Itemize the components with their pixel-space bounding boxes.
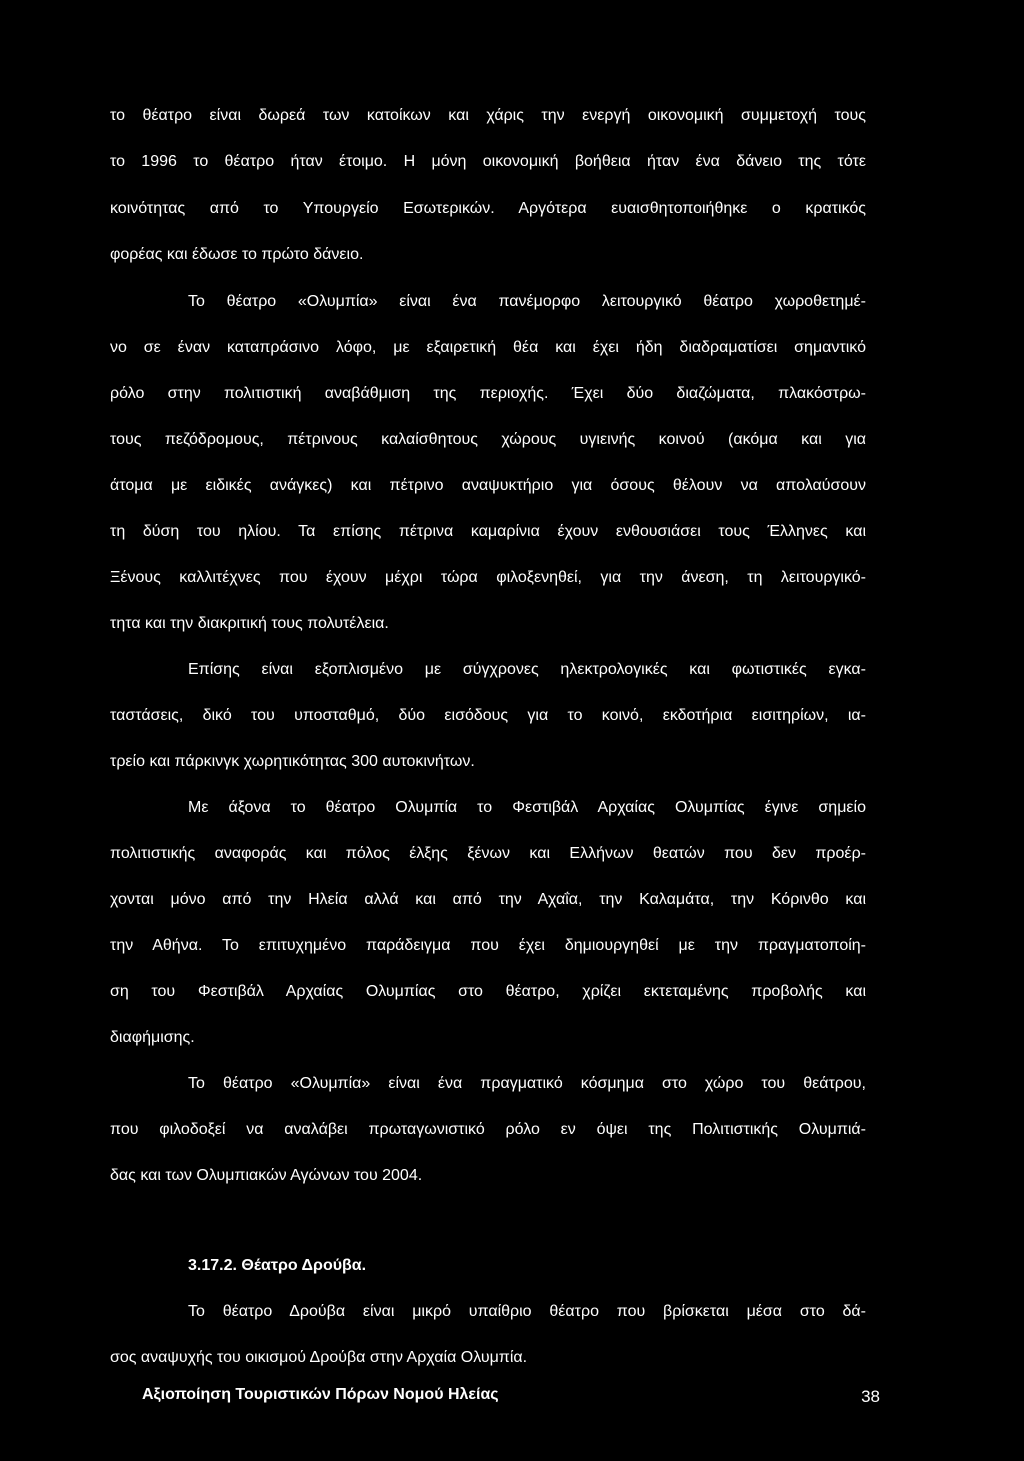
text-line: διαφήμισης. — [110, 1029, 195, 1046]
text-line: ση του Φεστιβάλ Αρχαίας Ολυμπίας στο θέατρο, χρίζει εκτεταμένης προβολής και — [110, 983, 866, 1000]
text-line: κοινότητας από το Υπουργείο Εσωτερικών. Αργότερα ευαισθητοποιήθηκε ο κρατικός — [110, 200, 866, 217]
text-line: Επίσης είναι εξοπλισμένο με σύγχρονες ηλεκτρολογικές και φωτιστικές εγκα- — [188, 661, 866, 678]
text-line: σος αναψυχής του οικισμού Δρούβα στην Αρχαία Ολυμπία. — [110, 1349, 528, 1366]
text-line: τους πεζόδρομους, πέτρινους καλαίσθητους χώρους υγιεινής κοινού (ακόμα και για — [110, 431, 866, 448]
text-line: φορέας και έδωσε το πρώτο δάνειο. — [110, 246, 364, 263]
section-heading: 3.17.2. Θέατρο Δρούβα. — [188, 1257, 367, 1274]
text-line: το θέατρο είναι δωρεά των κατοίκων και χάρις την ενεργή οικονομική συμμετοχή τους — [110, 107, 866, 124]
text-line: χονται μόνο από την Ηλεία αλλά και από την Αχαΐα, την Καλαμάτα, την Κόρινθο και — [110, 891, 866, 908]
text-line: που φιλοδοξεί να αναλάβει πρωταγωνιστικό ρόλο εν όψει της Πολιτιστικής Ολυμπιά- — [110, 1121, 866, 1138]
text-line: πολιτιστικής αναφοράς και πόλος έλξης ξένων και Ελλήνων θεατών που δεν προέρ- — [110, 845, 866, 862]
text-line: Το θέατρο Δρούβα είναι μικρό υπαίθριο θέατρο που βρίσκεται μέσα στο δά- — [188, 1303, 866, 1320]
text-line: την Αθήνα. Το επιτυχημένο παράδειγμα που έχει δημιουργηθεί με την πραγματοποίη- — [110, 937, 866, 954]
text-line: νο σε έναν καταπράσινο λόφο, με εξαιρετική θέα και έχει ήδη διαδραματίσει σημαντικό — [110, 339, 866, 356]
text-line: ταστάσεις, δικό του υποσταθμό, δύο εισόδους για το κοινό, εκδοτήρια εισιτηρίων, ια- — [110, 707, 866, 724]
text-line: Το θέατρο «Ολυμπία» είναι ένα πραγματικό κόσμημα στο χώρο του θεάτρου, — [188, 1075, 866, 1092]
text-line: Με άξονα το θέατρο Ολυμπία το Φεστιβάλ Αρχαίας Ολυμπίας έγινε σημείο — [188, 799, 866, 816]
text-line: τη δύση του ηλίου. Τα επίσης πέτρινα καμαρίνια έχουν ενθουσιάσει τους Έλληνες και — [110, 523, 866, 540]
footer-title: Αξιοποίηση Τουριστικών Πόρων Νομού Ηλείας — [142, 1386, 499, 1403]
page-number: 38 — [861, 1387, 880, 1406]
text-line: δας και των Ολυμπιακών Αγώνων του 2004. — [110, 1167, 423, 1184]
text-line: Το θέατρο «Ολυμπία» είναι ένα πανέμορφο λειτουργικό θέατρο χωροθετημέ- — [188, 293, 866, 310]
text-line: Ξένους καλλιτέχνες που έχουν μέχρι τώρα φιλοξενηθεί, για την άνεση, τη λειτουργικό- — [110, 569, 866, 586]
text-line: άτομα με ειδικές ανάγκες) και πέτρινο αναψυκτήριο για όσους θέλουν να απολαύσουν — [110, 477, 866, 494]
text-line: ρόλο στην πολιτιστική αναβάθμιση της περιοχής. Έχει δύο διαζώματα, πλακόστρω- — [110, 385, 866, 402]
text-line: το 1996 το θέατρο ήταν έτοιμο. Η μόνη οικονομική βοήθεια ήταν ένα δάνειο της τότε — [110, 153, 866, 170]
text-line: τητα και την διακριτική τους πολυτέλεια. — [110, 615, 389, 632]
text-line: τρείο και πάρκινγκ χωρητικότητας 300 αυτοκινήτων. — [110, 753, 475, 770]
